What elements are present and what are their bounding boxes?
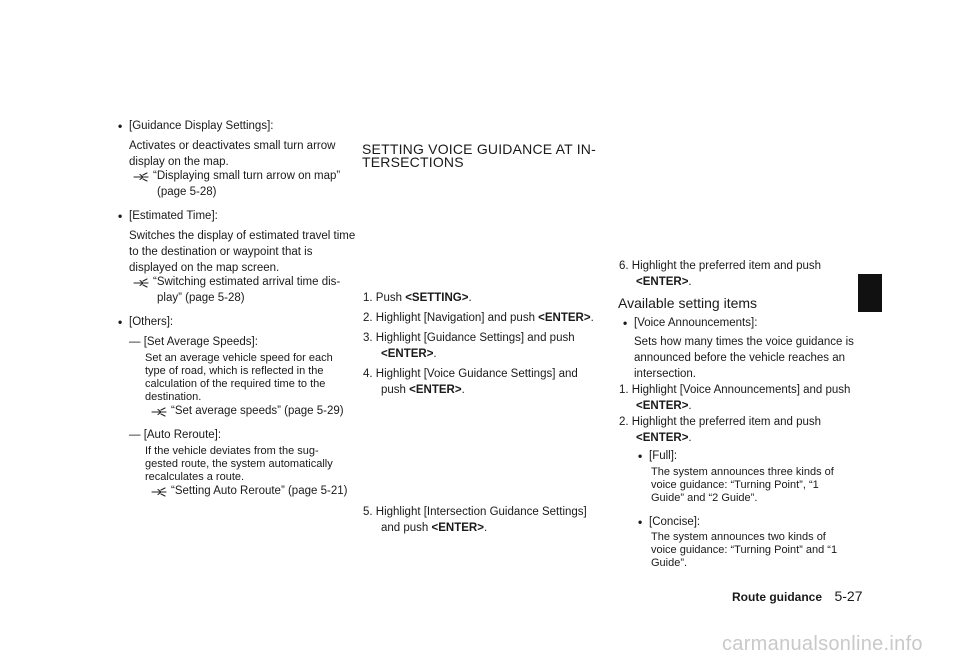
guidance-display-label: [Guidance Display Settings]: [129, 120, 274, 132]
others-label: [Others]: [129, 316, 174, 328]
bullet-icon: • [638, 449, 643, 463]
section-heading: TERSECTIONS [362, 154, 464, 170]
body-text: recalculates a route. [145, 471, 245, 483]
step-4-key: push <ENTER>. [381, 384, 465, 396]
section-heading: SETTING VOICE GUIDANCE AT IN- [362, 141, 596, 157]
step-1: 1. Push <SETTING>. [363, 292, 472, 304]
body-text: voice guidance: “Turning Point” and “1 [651, 544, 838, 556]
page-reference-icon [151, 406, 167, 418]
step-2: 2. Highlight [Navigation] and push <ENTER>. [363, 312, 594, 324]
auto-reroute-label: — [Auto Reroute]: [129, 429, 222, 441]
body-text: voice guidance: “Turning Point”, “1 [651, 479, 819, 491]
page-reference-icon [133, 277, 149, 289]
body-text: The system announces two kinds of [651, 531, 826, 543]
step-5-key: and push <ENTER>. [381, 522, 488, 534]
body-text: gested route, the system automatically [145, 458, 333, 470]
set-average-speeds-label: — [Set Average Speeds]: [129, 336, 258, 348]
chapter-tab [858, 274, 882, 312]
estimated-time-label: [Estimated Time]: [129, 210, 218, 222]
footer-section-title: Route guidance [732, 590, 823, 604]
watermark: carmanualsonline.info [722, 633, 923, 655]
body-text: If the vehicle deviates from the sug- [145, 445, 319, 457]
subheading: Available setting items [618, 295, 758, 311]
page-reference-link[interactable]: (page 5-28) [157, 186, 217, 198]
body-text: Guide”. [651, 557, 688, 569]
page-reference-link[interactable]: “Displaying small turn arrow on map” [153, 170, 341, 182]
body-text: Switches the display of estimated travel time [129, 230, 356, 242]
bullet-icon: • [118, 209, 123, 223]
body-text: calculation of the required time to the [145, 378, 326, 390]
page-reference-link[interactable]: “Set average speeds” (page 5-29) [171, 405, 344, 417]
bullet-icon: • [118, 119, 123, 133]
page-reference-icon [133, 171, 149, 183]
page-reference-icon [151, 486, 167, 498]
body-text: announced before the vehicle reaches an [634, 352, 845, 364]
step-3: 3. Highlight [Guidance Settings] and push [363, 332, 575, 344]
page-reference-link[interactable]: “Switching estimated arrival time dis- [153, 276, 341, 288]
body-text: The system announces three kinds of [651, 466, 834, 478]
sub-step-1: 1. Highlight [Voice Announcements] and push [619, 384, 851, 396]
body-text: displayed on the map screen. [129, 262, 280, 274]
body-text: display on the map. [129, 156, 229, 168]
body-text: destination. [145, 391, 202, 403]
step-6-key: <ENTER>. [636, 276, 692, 288]
body-text: Guide” and “2 Guide”. [651, 492, 758, 504]
page-reference-link[interactable]: play” (page 5-28) [157, 292, 245, 304]
bullet-icon: • [638, 515, 643, 529]
bullet-icon: • [118, 315, 123, 329]
body-text: type of road, which is reflected in the [145, 365, 324, 377]
sub-step-2-key: <ENTER>. [636, 432, 692, 444]
body-text: intersection. [634, 368, 697, 380]
step-3-key: <ENTER>. [381, 348, 437, 360]
body-text: Set an average vehicle speed for each [145, 352, 333, 364]
voice-announcements-label: [Voice Announcements]: [634, 317, 758, 329]
step-4: 4. Highlight [Voice Guidance Settings] and [363, 368, 578, 380]
body-text: Activates or deactivates small turn arrow [129, 140, 336, 152]
sub-step-2: 2. Highlight the preferred item and push [619, 416, 822, 428]
step-6: 6. Highlight the preferred item and push [619, 260, 822, 272]
page-footer [732, 588, 863, 606]
step-5: 5. Highlight [Intersection Guidance Settings] [363, 506, 587, 518]
page-number: 5-27 [834, 588, 863, 604]
body-text: Sets how many times the voice guidance is [634, 336, 854, 348]
bullet-icon: • [623, 316, 628, 330]
page-reference-link[interactable]: “Setting Auto Reroute” (page 5-21) [171, 485, 348, 497]
sub-step-1-key: <ENTER>. [636, 400, 692, 412]
full-option-label: [Full]: [649, 450, 678, 462]
body-text: to the destination or waypoint that is [129, 246, 313, 258]
concise-option-label: [Concise]: [649, 516, 701, 528]
